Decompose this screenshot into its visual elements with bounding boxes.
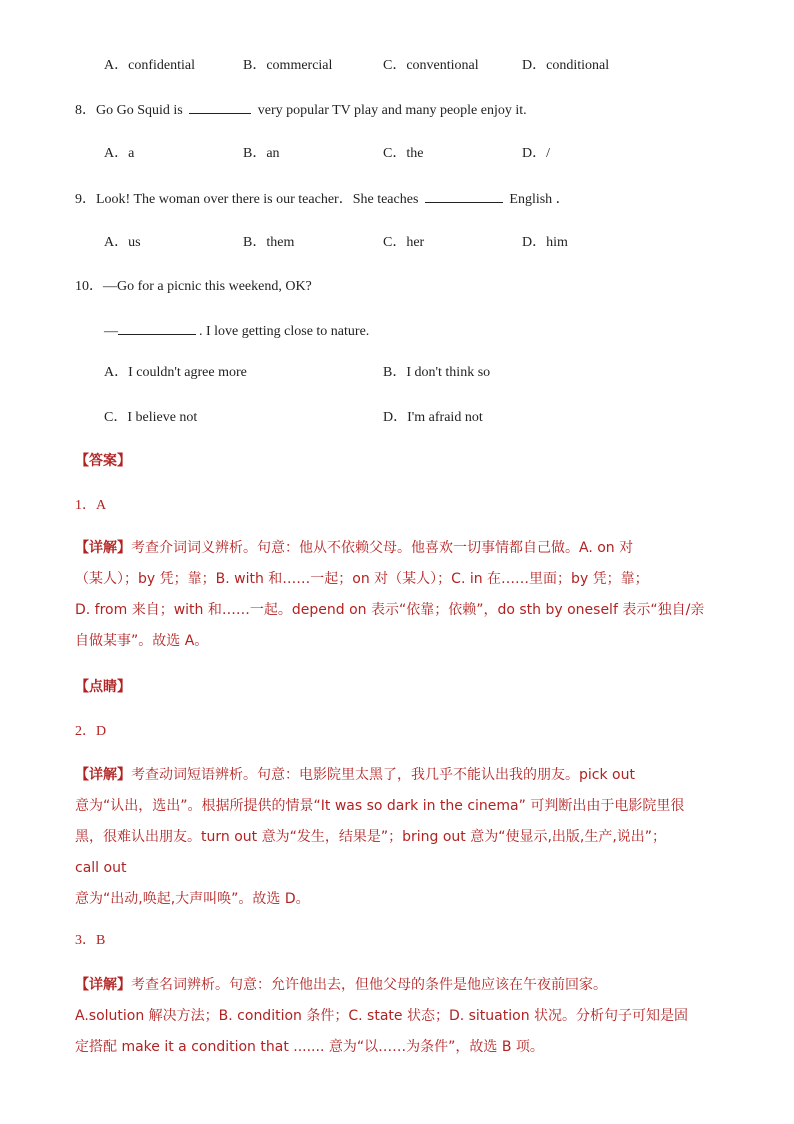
- answer-2-tag: 【详解】: [75, 767, 131, 783]
- q10-blank: [118, 322, 196, 335]
- answer-3-line: 考查名词辨析。句意：允许他出去，但他父母的条件是他应该在午夜前回家。: [131, 977, 607, 993]
- q10-stem: 10．—Go for a picnic this weekend, OK?: [75, 279, 312, 294]
- answer-1-tag: 【详解】: [75, 540, 131, 556]
- answer-3-number: 3．B: [75, 933, 106, 948]
- q10-reply-dash: —: [104, 324, 118, 339]
- answer-1-line: 自做某事”。故选 A。: [75, 633, 209, 649]
- answer-2-number: 2．D: [75, 724, 107, 739]
- answer-3-explanation: [75, 970, 725, 1063]
- answer-1-number: 1．A: [75, 498, 107, 513]
- q8-blank: [189, 101, 251, 114]
- q8-stem: [75, 101, 527, 120]
- answer-2-explanation: [75, 760, 725, 915]
- q8-stem-after: very popular TV play and many people enjoy it.: [257, 103, 527, 118]
- answer-3-tag: 【详解】: [75, 977, 131, 993]
- q7-option-a: A．confidential: [104, 58, 195, 73]
- q10-option-c: C．I believe not: [104, 410, 198, 425]
- answer-2-line: 黑，很难认出朋友。turn out 意为“发生，结果是”；bring out 意为“使显示,出版,生产,说出”；: [75, 829, 667, 845]
- q10-option-a: A．I couldn't agree more: [104, 365, 247, 380]
- q7-option-d: D．conditional: [522, 58, 610, 73]
- q8-stem-before: 8．Go Go Squid is: [75, 103, 183, 118]
- answer-1-explanation: [75, 533, 725, 657]
- q9-blank: [425, 190, 503, 203]
- q9-stem: [75, 190, 570, 209]
- q8-option-d: D．/: [522, 146, 550, 161]
- answer-1-line: 考查介词词义辨析。句意：他从不依赖父母。他喜欢一切事情都自己做。A. on 对: [131, 540, 634, 556]
- q7-option-b: B．commercial: [243, 58, 333, 73]
- q7-option-c: C．conventional: [383, 58, 479, 73]
- q9-option-a: A．us: [104, 235, 141, 250]
- dianjing-header: 【点睛】: [75, 679, 131, 695]
- q9-stem-after: English ．: [509, 192, 570, 207]
- q9-option-b: B．them: [243, 235, 295, 250]
- q8-option-a: A．a: [104, 146, 135, 161]
- answer-3-line: A.solution 解决方法；B. condition 条件；C. state 状态；D. situation 状况。分析句子可知是固: [75, 1008, 689, 1024]
- q10-option-d: D．I'm afraid not: [383, 410, 483, 425]
- q10-reply: [104, 322, 369, 341]
- answer-1-line: （某人）；by 凭；靠；B. with 和……一起；on 对（某人）；C. in 在……里面；by 凭；靠；: [75, 571, 649, 587]
- q9-option-d: D．him: [522, 235, 568, 250]
- q9-stem-before: 9．Look! The woman over there is our teacher．She teaches: [75, 192, 419, 207]
- answer-3-line: 定搭配 make it a condition that ....... 意为“以……为条件”，故选 B 项。: [75, 1039, 544, 1055]
- answer-2-line: 意为“出动,唤起,大声叫唤”。故选 D。: [75, 891, 310, 907]
- q8-option-c: C．the: [383, 146, 424, 161]
- answer-2-line: 意为“认出，选出”。根据所提供的情景“It was so dark in the cinema” 可判断出由于电影院里很: [75, 798, 685, 814]
- answer-1-line: D. from 来自；with 和……一起。depend on 表示“依靠；依赖”，do sth by oneself 表示“独自/亲: [75, 602, 705, 618]
- answer-2-line: call out: [75, 860, 127, 876]
- q10-reply-after: . I love getting close to nature.: [199, 324, 370, 339]
- q10-option-b: B．I don't think so: [383, 365, 491, 380]
- answer-header: 【答案】: [75, 453, 131, 469]
- q9-option-c: C．her: [383, 235, 425, 250]
- q8-option-b: B．an: [243, 146, 280, 161]
- answer-2-line: 考查动词短语辨析。句意：电影院里太黑了，我几乎不能认出我的朋友。pick out: [131, 767, 635, 783]
